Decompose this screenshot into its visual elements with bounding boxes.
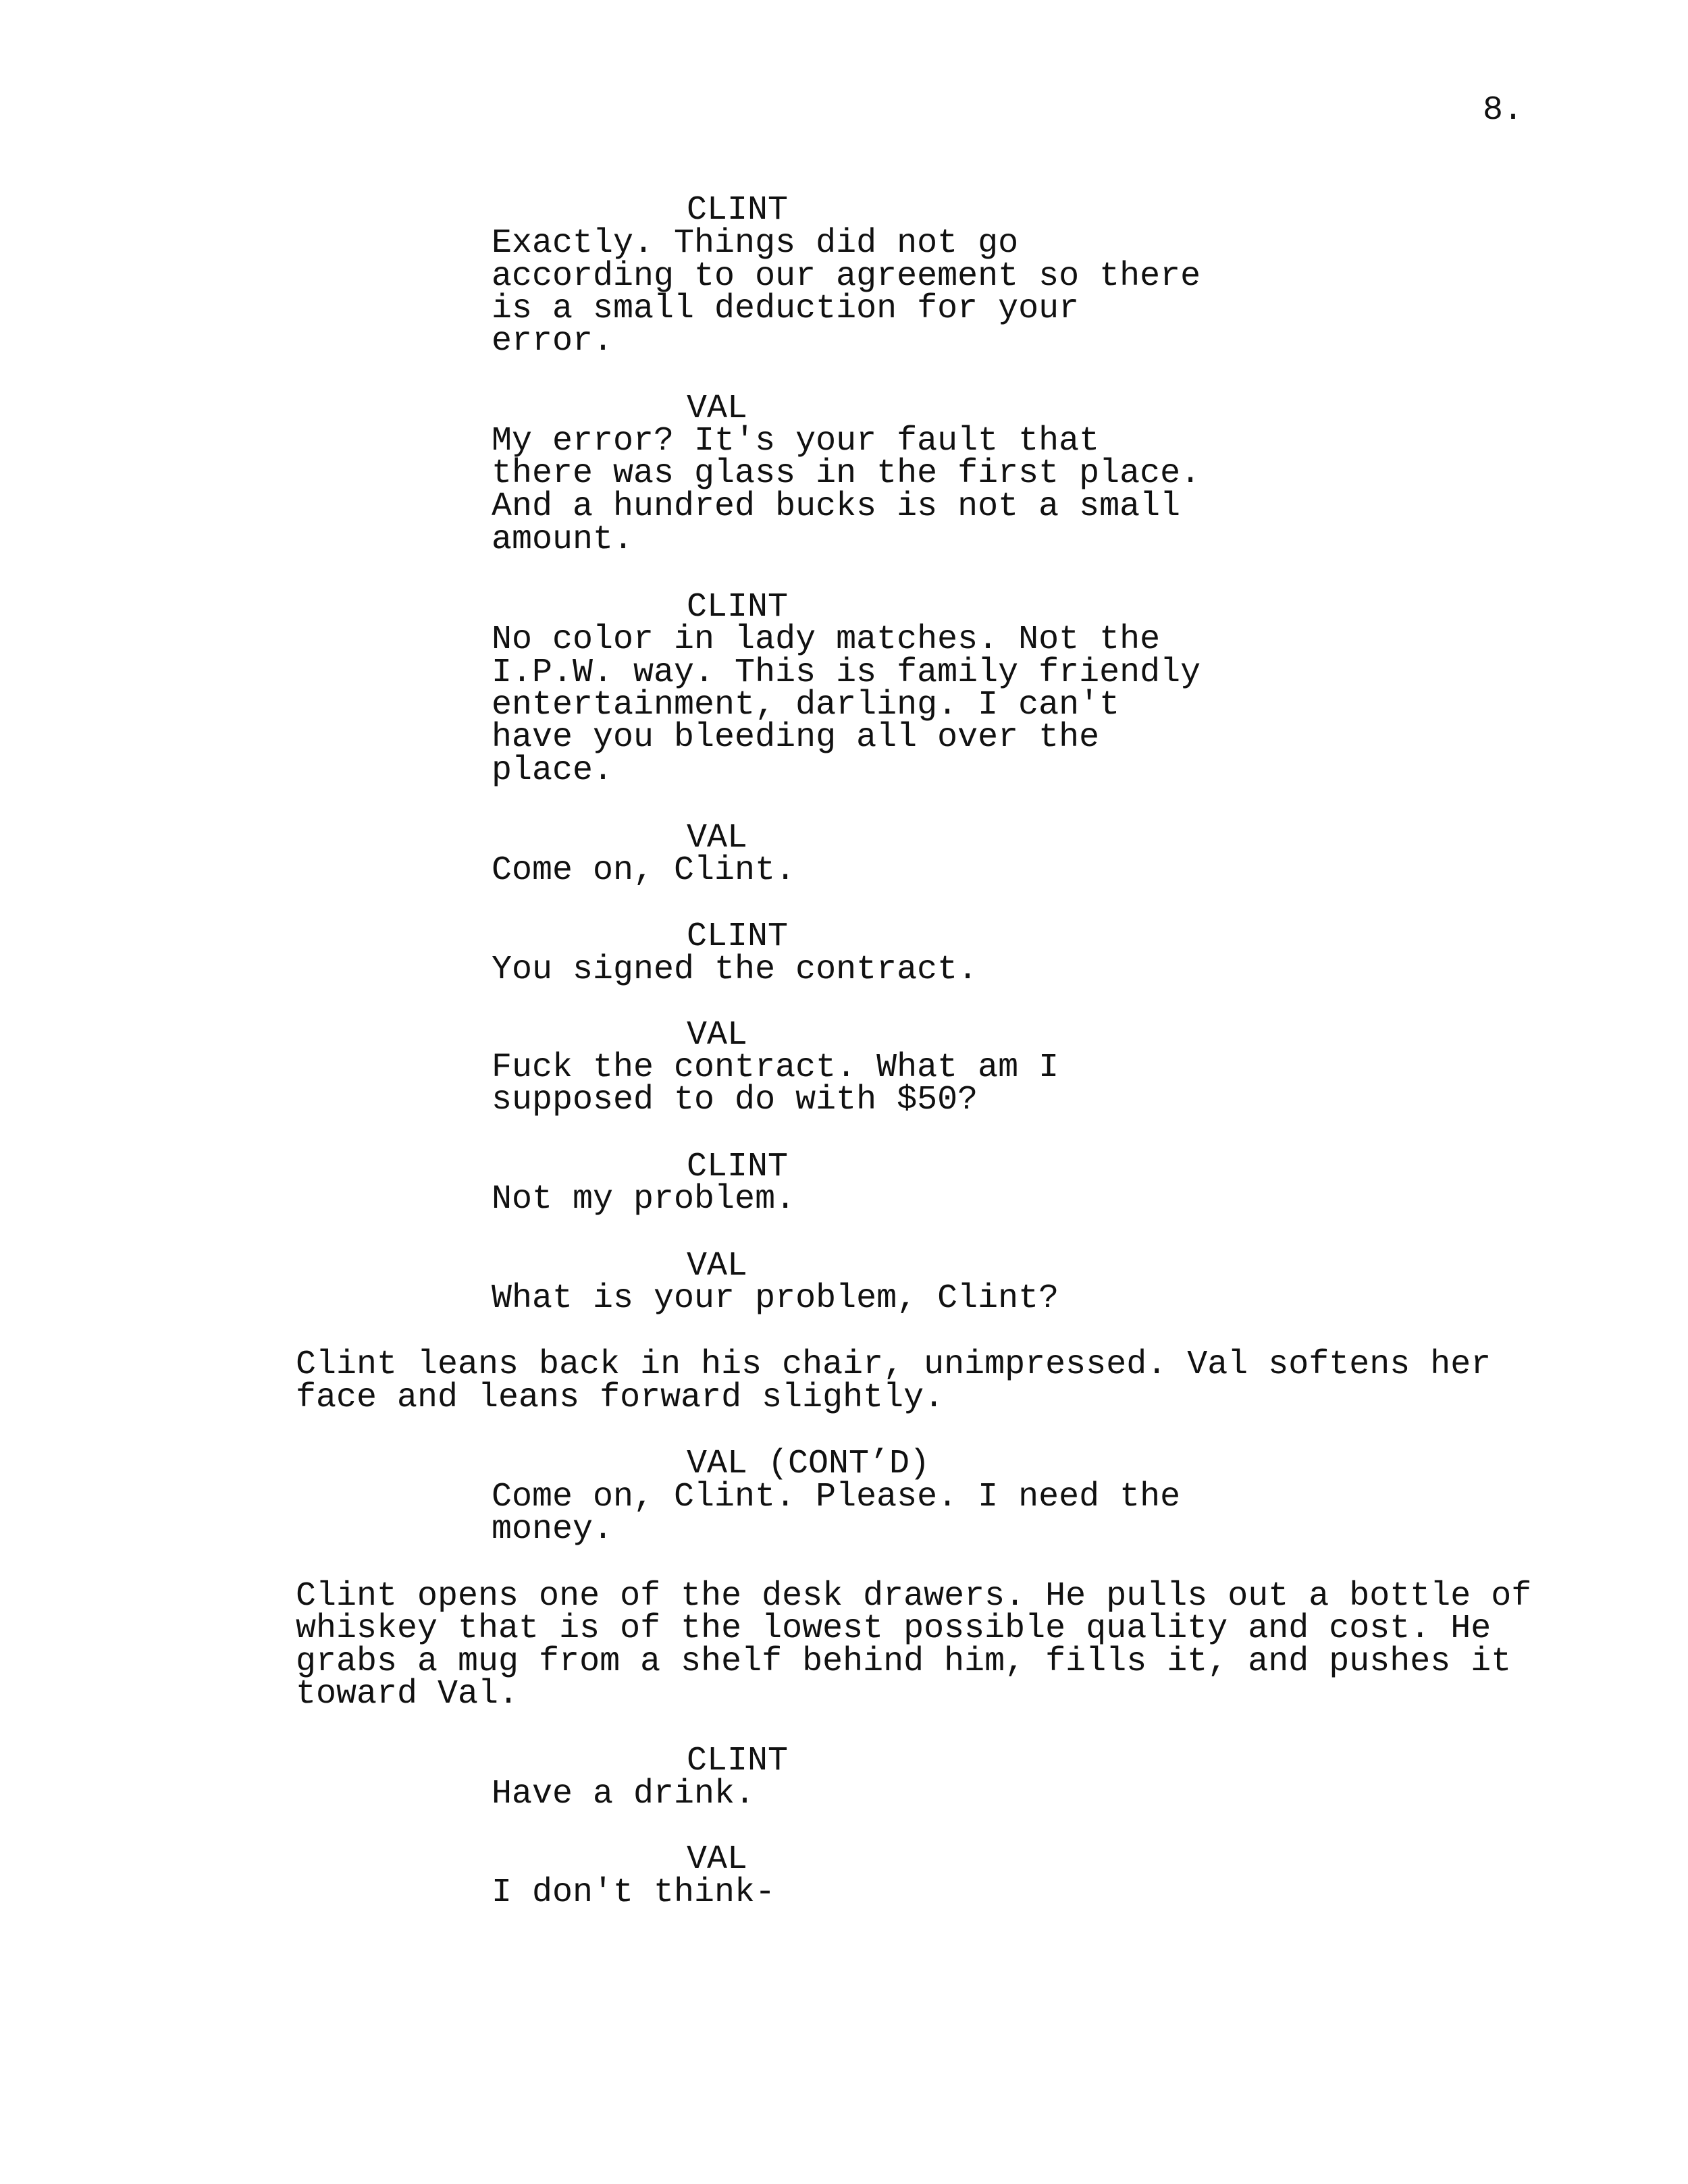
character-name: VAL <box>687 390 748 428</box>
dialogue-line: is a small deduction for your <box>492 290 1080 328</box>
dialogue-line: there was glass in the first place. <box>492 454 1201 493</box>
dialogue-line: Not my problem. <box>492 1180 796 1219</box>
dialogue-line: Exactly. Things did not go <box>492 224 1019 263</box>
action-line: toward Val. <box>296 1675 519 1713</box>
character-name: VAL <box>687 819 748 857</box>
action-line: Clint leans back in his chair, unimpressed. Val softens her <box>296 1346 1492 1384</box>
dialogue-line: Have a drink. <box>492 1775 756 1813</box>
character-name: VAL <box>687 1840 748 1879</box>
dialogue-line: error. <box>492 322 614 361</box>
character-name: CLINT <box>687 588 789 627</box>
character-name: CLINT <box>687 917 789 956</box>
dialogue-line: Fuck the contract. What am I <box>492 1048 1059 1087</box>
page-number: 8. <box>1483 91 1524 130</box>
dialogue-line: entertainment, darling. I can't <box>492 686 1120 724</box>
dialogue-line: My error? It's your fault that <box>492 422 1100 460</box>
character-name: CLINT <box>687 1148 789 1186</box>
dialogue-line: I.P.W. way. This is family friendly <box>492 654 1201 692</box>
dialogue-line: place. <box>492 751 614 790</box>
action-line: Clint opens one of the desk drawers. He pulls out a bottle of <box>296 1577 1532 1616</box>
dialogue-line: money. <box>492 1510 614 1549</box>
dialogue-line: I don't think- <box>492 1873 776 1912</box>
dialogue-line: according to our agreement so there <box>492 257 1201 296</box>
dialogue-line: And a hundred bucks is not a small <box>492 487 1181 526</box>
action-line: whiskey that is of the lowest possible quality and cost. He <box>296 1609 1492 1648</box>
dialogue-line: supposed to do with $50? <box>492 1081 978 1119</box>
dialogue-line: amount. <box>492 521 634 559</box>
character-name: CLINT <box>687 1742 789 1780</box>
character-name: CLINT <box>687 191 789 230</box>
dialogue-line: You signed the contract. <box>492 951 978 989</box>
action-line: face and leans forward slightly. <box>296 1379 945 1417</box>
character-name: VAL <box>687 1016 748 1055</box>
character-name: VAL (CONT’D) <box>687 1445 930 1483</box>
dialogue-line: Come on, Clint. Please. I need the <box>492 1478 1181 1516</box>
dialogue-line: No color in lady matches. Not the <box>492 620 1161 659</box>
dialogue-line: Come on, Clint. <box>492 851 796 890</box>
action-line: grabs a mug from a shelf behind him, fills it, and pushes it <box>296 1643 1512 1681</box>
dialogue-line: have you bleeding all over the <box>492 718 1100 757</box>
character-name: VAL <box>687 1247 748 1285</box>
dialogue-line: What is your problem, Clint? <box>492 1279 1059 1318</box>
